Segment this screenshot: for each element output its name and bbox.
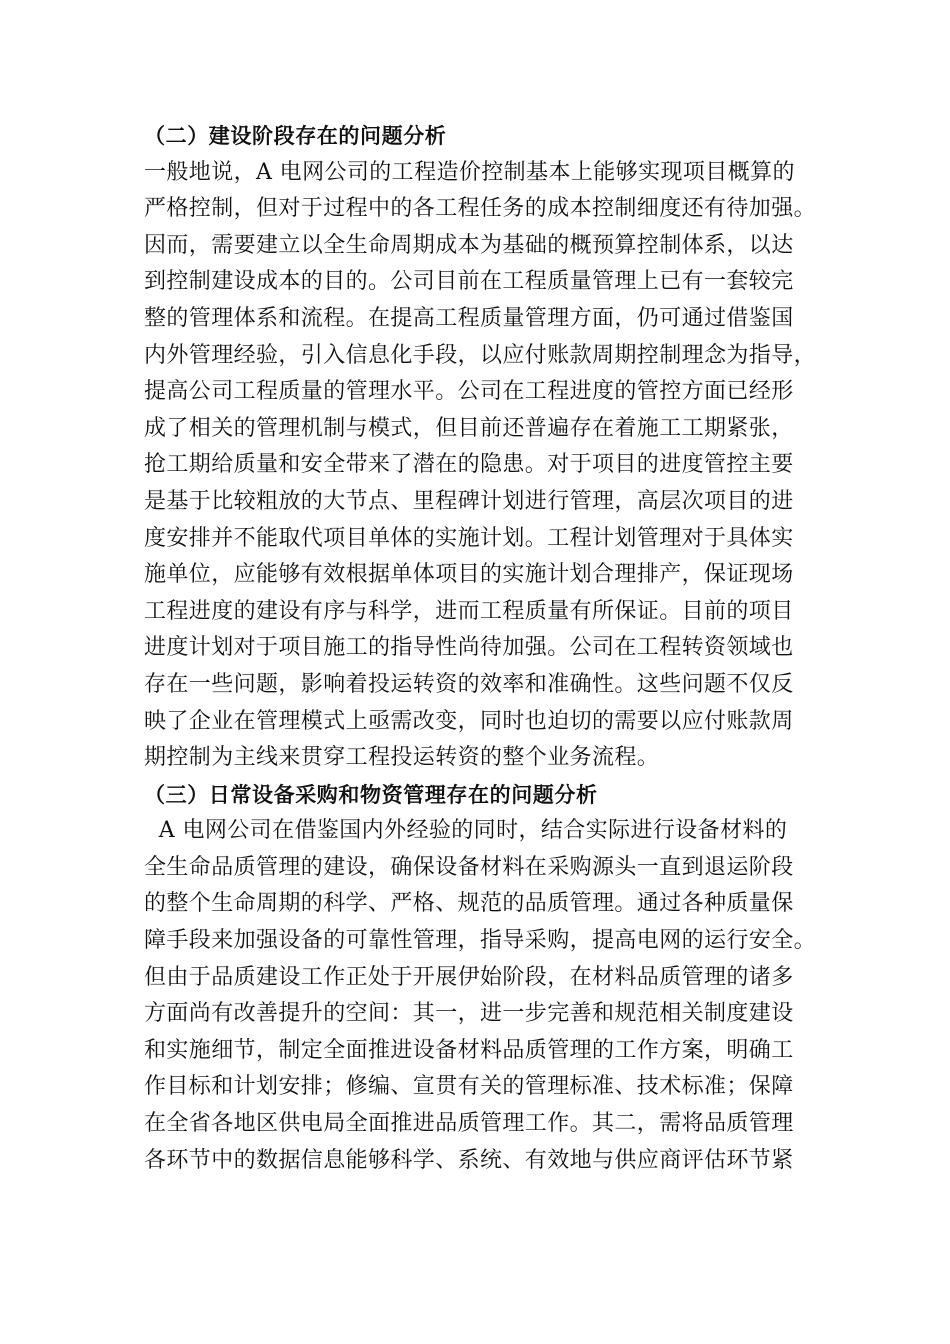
paragraph-line: 度安排并不能取代项目单体的实施计划。工程计划管理对于具体实 — [144, 525, 794, 551]
paragraph-line: 一般地说，A 电网公司的工程造价控制基本上能够实现项目概算的 — [144, 159, 795, 185]
paragraph-line: 存在一些问题，影响着投运转资的效率和准确性。这些问题不仅反 — [144, 671, 794, 697]
document-body — [144, 118, 824, 1179]
paragraph-line: 和实施细节，制定全面推进设备材料品质管理的工作方案，明确工 — [144, 1037, 794, 1063]
paragraph-line: 工程进度的建设有序与科学，进而工程质量有所保证。目前的项目 — [144, 598, 794, 624]
paragraph-line: 的整个生命周期的科学、严格、规范的品质管理。通过各种质量保 — [144, 891, 794, 917]
paragraph-line: 内外管理经验，引入信息化手段，以应付账款周期控制理念为指导， — [144, 342, 817, 368]
paragraph-line: 抢工期给质量和安全带来了潜在的隐患。对于项目的进度管控主要 — [144, 452, 794, 478]
paragraph-line: 成了相关的管理机制与模式，但目前还普遍存在着施工工期紧张， — [144, 415, 794, 441]
paragraph-line: A 电网公司在借鉴国内外经验的同时，结合实际进行设备材料的 — [144, 818, 788, 844]
paragraph-line: 期控制为主线来贯穿工程投运转资的整个业务流程。 — [144, 745, 660, 771]
paragraph-line: 施单位，应能够有效根据单体项目的实施计划合理排产，保证现场 — [144, 562, 794, 588]
paragraph-line: 到控制建设成本的目的。公司目前在工程质量管理上已有一套较完 — [144, 269, 794, 295]
section-heading-procurement: （三）日常设备采购和物资管理存在的问题分析 — [144, 782, 598, 807]
paragraph-line: 方面尚有改善提升的空间：其一，进一步完善和规范相关制度建设 — [144, 1001, 794, 1027]
paragraph-line: 是基于比较粗放的大节点、里程碑计划进行管理，高层次项目的进 — [144, 488, 794, 514]
paragraph-line: 进度计划对于项目施工的指导性尚待加强。公司在工程转资领域也 — [144, 635, 794, 661]
paragraph-line: 作目标和计划安排；修编、宣贯有关的管理标准、技术标准；保障 — [144, 1074, 794, 1100]
paragraph-line: 在全省各地区供电局全面推进品质管理工作。其二，需将品质管理 — [144, 1111, 794, 1137]
paragraph-line: 因而，需要建立以全生命周期成本为基础的概预算控制体系，以达 — [144, 232, 794, 258]
paragraph-line: 映了企业在管理模式上亟需改变，同时也迫切的需要以应付账款周 — [144, 708, 794, 734]
paragraph-line: 提高公司工程质量的管理水平。公司在工程进度的管控方面已经形 — [144, 379, 794, 405]
paragraph-line: 障手段来加强设备的可靠性管理，指导采购，提高电网的运行安全。 — [144, 928, 817, 954]
paragraph-line: 全生命品质管理的建设，确保设备材料在采购源头一直到退运阶段 — [144, 854, 794, 880]
paragraph-line: 严格控制，但对于过程中的各工程任务的成本控制细度还有待加强。 — [144, 196, 817, 222]
paragraph-line: 整的管理体系和流程。在提高工程质量管理方面，仍可通过借鉴国 — [144, 305, 794, 331]
paragraph-line: 各环节中的数据信息能够科学、系统、有效地与供应商评估环节紧 — [144, 1147, 794, 1173]
paragraph-line: 但由于品质建设工作正处于开展伊始阶段，在材料品质管理的诸多 — [144, 964, 794, 990]
section-heading-construction-stage: （二）建设阶段存在的问题分析 — [144, 124, 447, 148]
